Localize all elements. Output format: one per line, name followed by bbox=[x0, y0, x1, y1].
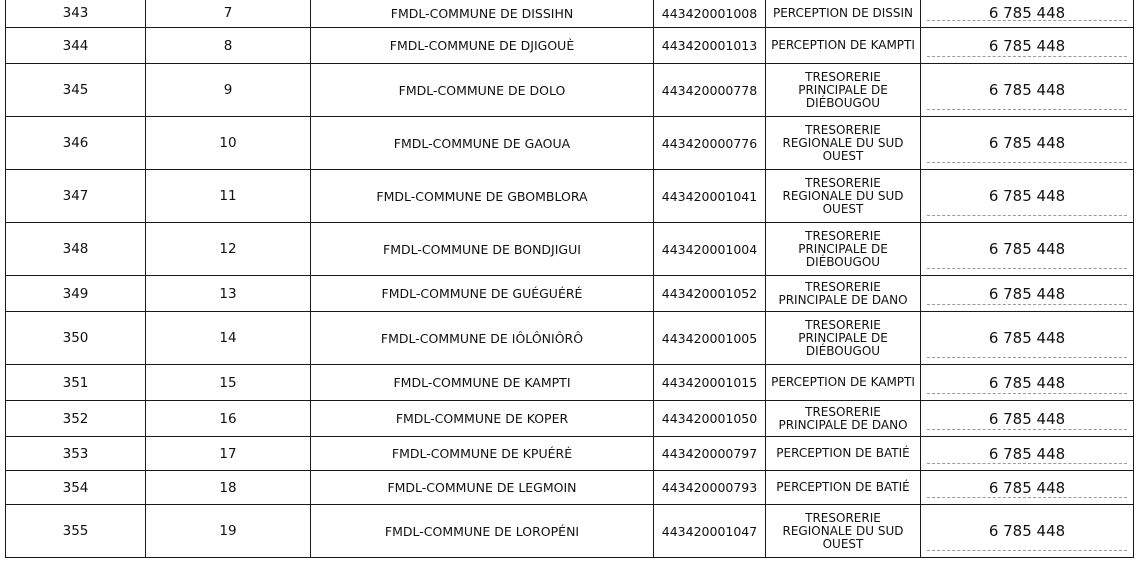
table-row bbox=[6, 276, 1134, 312]
row-number: 348 bbox=[6, 223, 146, 276]
table-row bbox=[6, 437, 1134, 471]
row-order: 10 bbox=[146, 117, 311, 170]
commune-name: FMDL-COMMUNE DE GUÉGUÉRÉ bbox=[311, 276, 654, 312]
table-row bbox=[6, 170, 1134, 223]
row-order: 7 bbox=[146, 0, 311, 28]
row-number: 350 bbox=[6, 312, 146, 365]
account-number: 443420001050 bbox=[654, 401, 766, 437]
table-row bbox=[6, 401, 1134, 437]
row-order: 8 bbox=[146, 28, 311, 64]
accounting-office: PERCEPTION DE KAMPTI bbox=[766, 28, 921, 64]
commune-name: FMDL-COMMUNE DE BONDJIGUI bbox=[311, 223, 654, 276]
account-number: 443420001052 bbox=[654, 276, 766, 312]
commune-name: FMDL-COMMUNE DE IÔLÔNIÔRÔ bbox=[311, 312, 654, 365]
row-order: 19 bbox=[146, 505, 311, 558]
accounting-office: TRESORERIE REGIONALE DU SUD OUEST bbox=[766, 170, 921, 223]
table-row bbox=[6, 223, 1134, 276]
row-number: 353 bbox=[6, 437, 146, 471]
account-number: 443420000793 bbox=[654, 471, 766, 505]
row-order: 18 bbox=[146, 471, 311, 505]
accounting-office: TRESORERIE REGIONALE DU SUD OUEST bbox=[766, 505, 921, 558]
amount: 6 785 448 bbox=[921, 0, 1134, 28]
table-row bbox=[6, 0, 1134, 28]
commune-name: FMDL-COMMUNE DE KAMPTI bbox=[311, 365, 654, 401]
accounting-office: TRESORERIE PRINCIPALE DE DANO bbox=[766, 276, 921, 312]
account-number: 443420001008 bbox=[654, 0, 766, 28]
accounting-office: PERCEPTION DE BATIÉ bbox=[766, 437, 921, 471]
row-order: 11 bbox=[146, 170, 311, 223]
table-row bbox=[6, 64, 1134, 117]
table-body bbox=[6, 0, 1134, 558]
commune-name: FMDL-COMMUNE DE DOLO bbox=[311, 64, 654, 117]
amount: 6 785 448 bbox=[921, 401, 1134, 437]
table-row bbox=[6, 117, 1134, 170]
row-order: 17 bbox=[146, 437, 311, 471]
row-order: 13 bbox=[146, 276, 311, 312]
account-number: 443420001013 bbox=[654, 28, 766, 64]
amount: 6 785 448 bbox=[921, 312, 1134, 365]
accounting-office: PERCEPTION DE DISSIN bbox=[766, 0, 921, 28]
beneficiary-table bbox=[5, 0, 1134, 558]
table-row bbox=[6, 365, 1134, 401]
row-number: 351 bbox=[6, 365, 146, 401]
row-number: 349 bbox=[6, 276, 146, 312]
amount: 6 785 448 bbox=[921, 437, 1134, 471]
amount: 6 785 448 bbox=[921, 28, 1134, 64]
amount: 6 785 448 bbox=[921, 64, 1134, 117]
amount: 6 785 448 bbox=[921, 471, 1134, 505]
account-number: 443420001041 bbox=[654, 170, 766, 223]
accounting-office: TRESORERIE REGIONALE DU SUD OUEST bbox=[766, 117, 921, 170]
row-number: 344 bbox=[6, 28, 146, 64]
amount: 6 785 448 bbox=[921, 223, 1134, 276]
accounting-office: PERCEPTION DE KAMPTI bbox=[766, 365, 921, 401]
amount: 6 785 448 bbox=[921, 276, 1134, 312]
amount: 6 785 448 bbox=[921, 117, 1134, 170]
table-row bbox=[6, 28, 1134, 64]
commune-name: FMDL-COMMUNE DE DISSIHN bbox=[311, 0, 654, 28]
account-number: 443420001015 bbox=[654, 365, 766, 401]
row-order: 15 bbox=[146, 365, 311, 401]
account-number: 443420001005 bbox=[654, 312, 766, 365]
row-number: 347 bbox=[6, 170, 146, 223]
amount: 6 785 448 bbox=[921, 505, 1134, 558]
account-number: 443420000776 bbox=[654, 117, 766, 170]
accounting-office: TRESORERIE PRINCIPALE DE DIÉBOUGOU bbox=[766, 312, 921, 365]
accounting-office: TRESORERIE PRINCIPALE DE DIÉBOUGOU bbox=[766, 64, 921, 117]
amount: 6 785 448 bbox=[921, 365, 1134, 401]
row-order: 12 bbox=[146, 223, 311, 276]
row-number: 352 bbox=[6, 401, 146, 437]
commune-name: FMDL-COMMUNE DE DJIGOUÈ bbox=[311, 28, 654, 64]
amount: 6 785 448 bbox=[921, 170, 1134, 223]
row-order: 14 bbox=[146, 312, 311, 365]
row-number: 346 bbox=[6, 117, 146, 170]
account-number: 443420001004 bbox=[654, 223, 766, 276]
accounting-office: PERCEPTION DE BATIÉ bbox=[766, 471, 921, 505]
account-number: 443420000797 bbox=[654, 437, 766, 471]
account-number: 443420000778 bbox=[654, 64, 766, 117]
commune-name: FMDL-COMMUNE DE KPUÉRÉ bbox=[311, 437, 654, 471]
commune-name: FMDL-COMMUNE DE GAOUA bbox=[311, 117, 654, 170]
row-number: 355 bbox=[6, 505, 146, 558]
accounting-office: TRESORERIE PRINCIPALE DE DANO bbox=[766, 401, 921, 437]
commune-name: FMDL-COMMUNE DE LOROPÉNI bbox=[311, 505, 654, 558]
row-number: 354 bbox=[6, 471, 146, 505]
commune-name: FMDL-COMMUNE DE LEGMOIN bbox=[311, 471, 654, 505]
row-order: 16 bbox=[146, 401, 311, 437]
commune-name: FMDL-COMMUNE DE KOPER bbox=[311, 401, 654, 437]
commune-name: FMDL-COMMUNE DE GBOMBLORA bbox=[311, 170, 654, 223]
account-number: 443420001047 bbox=[654, 505, 766, 558]
row-order: 9 bbox=[146, 64, 311, 117]
accounting-office: TRESORERIE PRINCIPALE DE DIÉBOUGOU bbox=[766, 223, 921, 276]
table-row bbox=[6, 312, 1134, 365]
table-row bbox=[6, 505, 1134, 558]
row-number: 343 bbox=[6, 0, 146, 28]
table-row bbox=[6, 471, 1134, 505]
row-number: 345 bbox=[6, 64, 146, 117]
